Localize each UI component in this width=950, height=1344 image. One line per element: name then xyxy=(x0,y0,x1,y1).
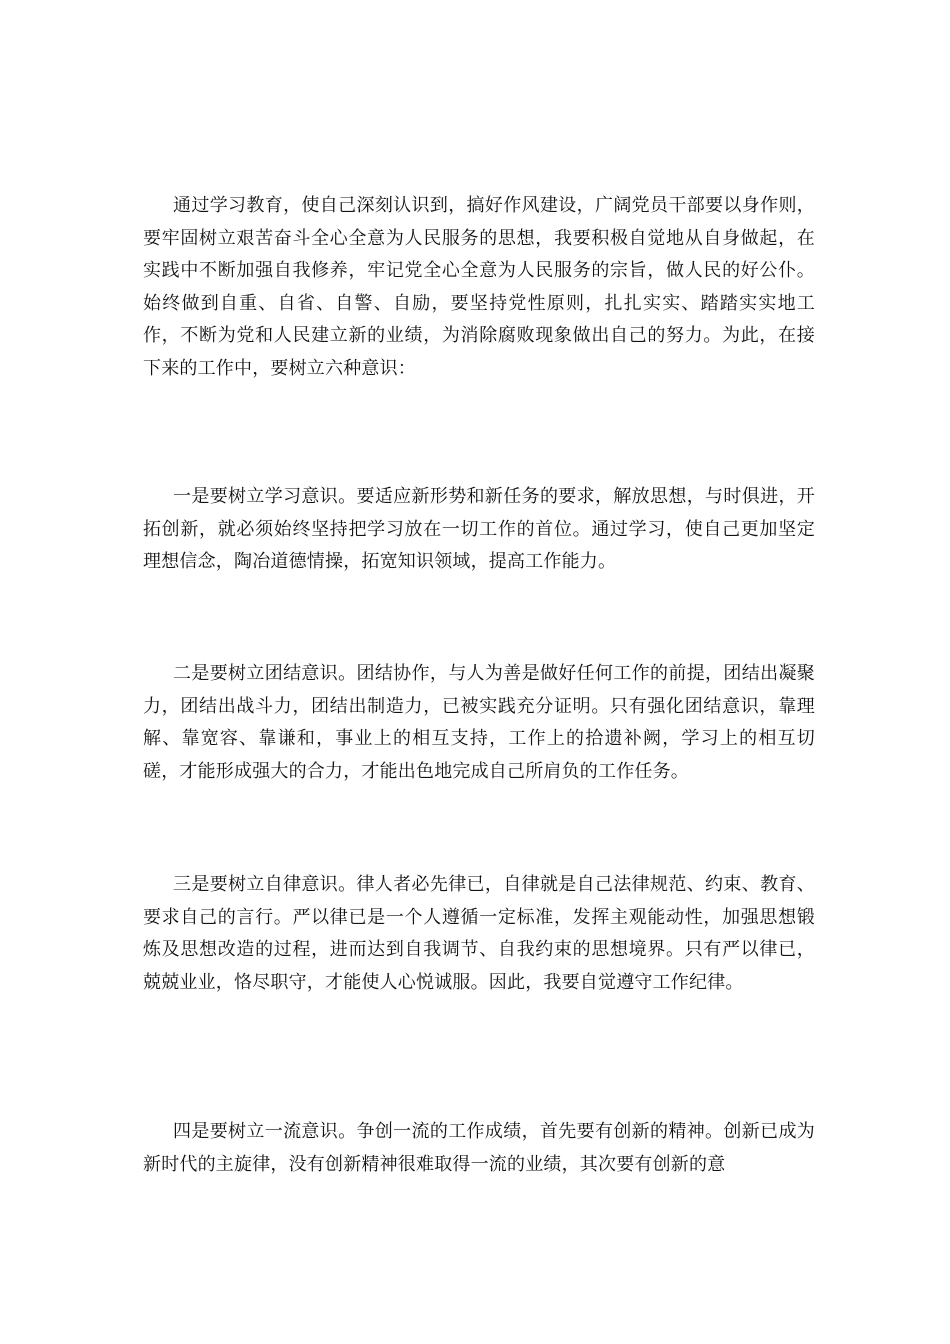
paragraph-self-discipline-awareness: 三是要树立自律意识。律人者必先律已，自律就是自己法律规范、约束、教育、要求自己的言行。严以律已是一个人遵循一定标准，发挥主观能动性，加强思想锻炼及思想改造的过程，进而达到自我调节、自我约束的思想境界。只有严以律已，兢兢业业，恪尽职守，才能使人心悦诚服。因此，我要自觉遵守工作纪律。 xyxy=(143,874,815,993)
paragraph-learning-awareness: 一是要树立学习意识。要适应新形势和新任务的要求，解放思想，与时俱进，开拓创新，就必须始终坚持把学习放在一切工作的首位。通过学习，使自己更加坚定理想信念，陶冶道德情操，拓宽知识领域，提高工作能力。 xyxy=(143,486,815,573)
paragraph-first-class-awareness: 四是要树立一流意识。争创一流的工作成绩，首先要有创新的精神。创新已成为新时代的主旋律，没有创新精神很难取得一流的业绩，其次要有创新的意 xyxy=(143,1121,815,1175)
paragraph-unity-awareness: 二是要树立团结意识。团结协作，与人为善是做好任何工作的前提，团结出凝聚力，团结出战斗力，团结出制造力，已被实践充分证明。只有强化团结意识，靠理解、靠宽容、靠谦和，事业上的相互支持，工作上的拾遗补阙，学习上的相互切磋，才能形成强大的合力，才能出色地完成自己所肩负的工作任务。 xyxy=(143,663,815,782)
paragraph-intro: 通过学习教育，使自己深刻认识到，搞好作风建设，广阔党员干部要以身作则，要牢固树立艰苦奋斗全心全意为人民服务的思想，我要积极自觉地从自身做起，在实践中不断加强自我修养，牢记党全心全意为人民服务的宗旨，做人民的好公仆。始终做到自重、自省、自警、自励，要坚持党性原则，扎扎实实、踏踏实实地工作，不断为党和人民建立新的业绩，为消除腐败现象做出自己的努力。为此，在接下来的工作中，要树立六种意识： xyxy=(143,195,815,379)
